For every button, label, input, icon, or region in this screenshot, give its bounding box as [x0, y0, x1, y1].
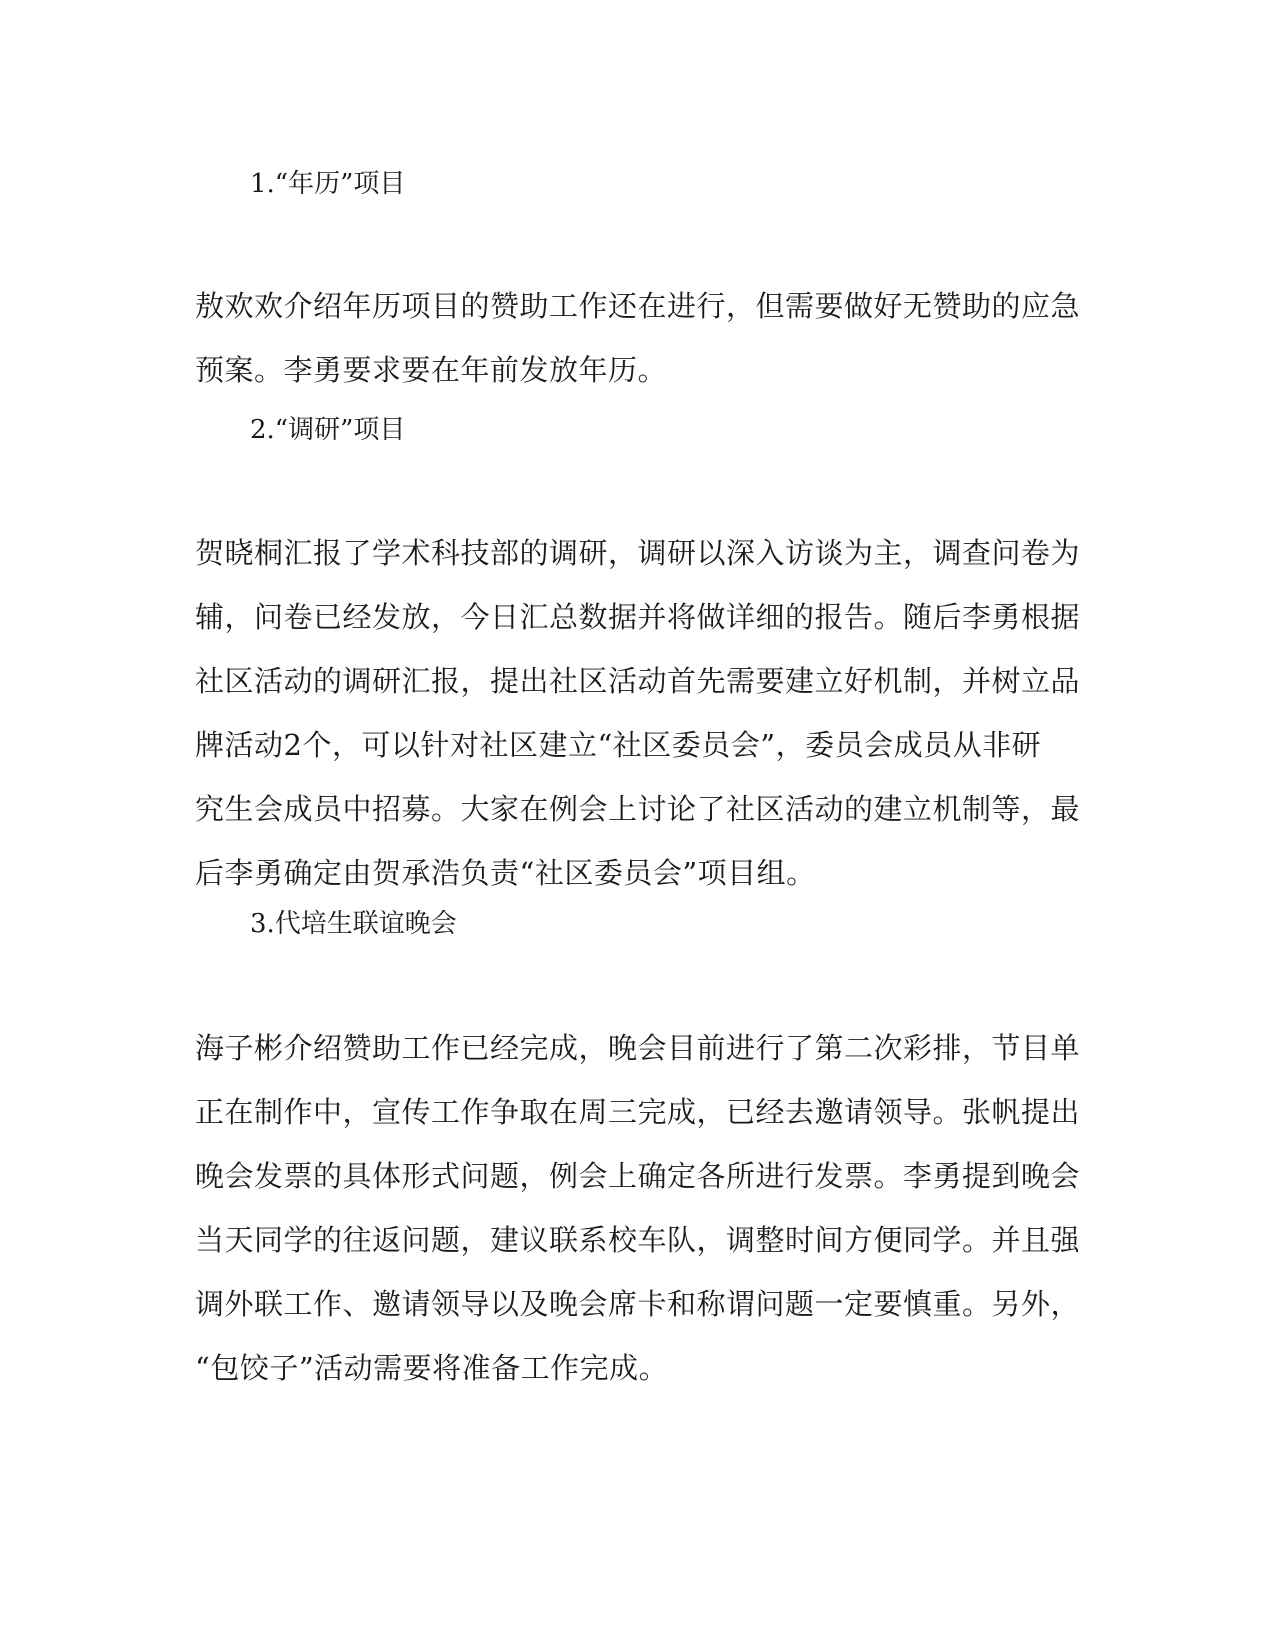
paragraph-line: 究生会成员中招募。大家在例会上讨论了社区活动的建立机制等，最 [195, 792, 1081, 826]
paragraph-line: 贺晓桐汇报了学术科技部的调研，调研以深入访谈为主，调查问卷为 [195, 536, 1081, 570]
paragraph-line: 辅，问卷已经发放，今日汇总数据并将做详细的报告。随后李勇根据 [195, 600, 1081, 634]
paragraph-line: 晚会发票的具体形式问题，例会上确定各所进行发票。李勇提到晚会 [195, 1159, 1081, 1193]
paragraph-line: 敖欢欢介绍年历项目的赞助工作还在进行，但需要做好无赞助的应急 [195, 289, 1081, 323]
paragraph-research [195, 521, 1081, 905]
section-heading-gala: 3.代培生联谊晚会 [250, 909, 457, 939]
paragraph-calendar [195, 274, 1081, 402]
paragraph-line: 预案。李勇要求要在年前发放年历。 [195, 353, 668, 387]
paragraph-line: 后李勇确定由贺承浩负责“社区委员会”项目组。 [195, 856, 816, 890]
paragraph-line: 牌活动2个，可以针对社区建立“社区委员会”，委员会成员从非研 [195, 728, 1042, 762]
paragraph-line: 海子彬介绍赞助工作已经完成，晚会目前进行了第二次彩排，节目单 [195, 1031, 1081, 1065]
paragraph-line: 社区活动的调研汇报，提出社区活动首先需要建立好机制，并树立品 [195, 664, 1081, 698]
section-heading-calendar: 1.“年历”项目 [250, 169, 406, 199]
section-heading-research: 2.“调研”项目 [250, 415, 406, 445]
paragraph-line: 调外联工作、邀请领导以及晚会席卡和称谓问题一定要慎重。另外， [195, 1287, 1081, 1321]
paragraph-line: 当天同学的往返问题，建议联系校车队，调整时间方便同学。并且强 [195, 1223, 1081, 1257]
paragraph-gala [195, 1016, 1081, 1400]
paragraph-line: 正在制作中，宣传工作争取在周三完成，已经去邀请领导。张帆提出 [195, 1095, 1081, 1129]
paragraph-line: “包饺子”活动需要将准备工作完成。 [195, 1351, 669, 1385]
